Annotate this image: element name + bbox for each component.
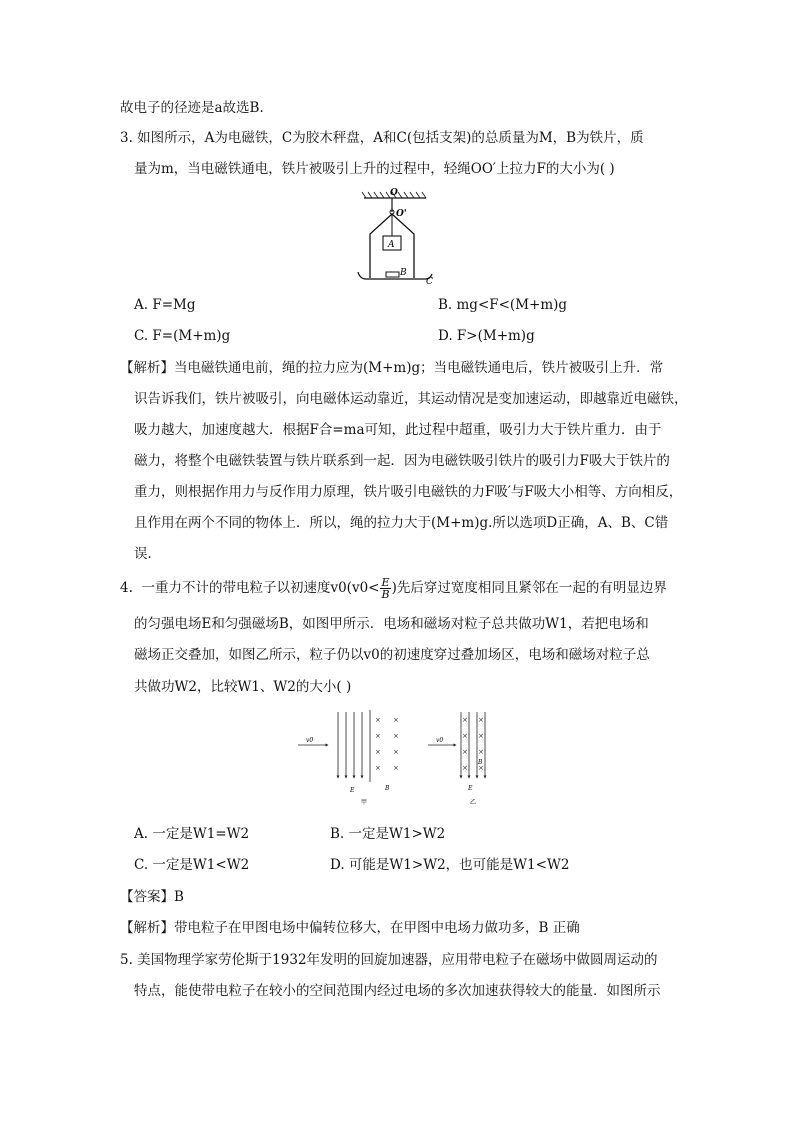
- q3-analysis-line-1: 【解析】当电磁铁通电前，绳的拉力应为(M+m)g；当电磁铁通电后，铁片被吸引上升．常: [120, 360, 664, 376]
- q4-answer: 【答案】B: [120, 889, 184, 905]
- q3-option-a: A. F=Mg: [134, 297, 196, 313]
- q4-option-b: B. 一定是W1>W2: [330, 826, 446, 842]
- svg-text:×: ×: [462, 764, 468, 772]
- svg-text:×: ×: [478, 716, 484, 724]
- fraction-numerator: E: [381, 576, 390, 589]
- svg-text:×: ×: [393, 732, 399, 740]
- fig-yi-e: E: [468, 785, 473, 792]
- fig-jia-v0: v0: [306, 737, 314, 744]
- q4-fields-figure: [296, 708, 506, 808]
- svg-text:×: ×: [375, 716, 381, 724]
- svg-text:×: ×: [478, 748, 484, 756]
- q3-option-b: B. mg<F<(M+m)g: [438, 297, 568, 313]
- q4-option-d: D. 可能是W1>W2，也可能是W1<W2: [330, 857, 570, 873]
- q4-stem-line-4: 共做功W2，比较W1、W2的大小( ): [134, 679, 352, 695]
- svg-text:×: ×: [462, 716, 468, 724]
- svg-text:×: ×: [393, 716, 399, 724]
- q4-option-a: A. 一定是W1=W2: [134, 826, 250, 842]
- q4-stem-line-1-end: )先后穿过宽度相同且紧邻在一起的有明显边界: [391, 580, 667, 596]
- scale-pan-c: [358, 272, 432, 279]
- svg-text:×: ×: [462, 748, 468, 756]
- q3-option-d: D. F>(M+m)g: [438, 328, 535, 344]
- label-o-prime: O': [396, 209, 407, 219]
- q3-analysis-line-6: 且作用在两个不同的物体上．所以，绳的拉力大于(M+m)g.所以选项D正确，A、B、C错: [134, 515, 669, 531]
- q3-analysis-line-4: 磁力，将整个电磁铁装置与铁片联系到一起．因为电磁铁吸引铁片的吸引力F吸大于铁片的: [134, 453, 670, 469]
- q3-option-c: C. F=(M+m)g: [134, 328, 231, 344]
- fraction-denominator: B: [381, 588, 390, 601]
- label-a: A: [388, 240, 395, 250]
- q3-stem-line-2: 量为m，当电磁铁通电，铁片被吸引上升的过程中，轻绳OO′上拉力F的大小为( ): [134, 161, 615, 177]
- e-over-b-fraction: [380, 577, 390, 600]
- fig-jia-e: E: [350, 787, 355, 794]
- q3-electromagnet-figure: [340, 186, 450, 288]
- svg-text:×: ×: [375, 732, 381, 740]
- q4-option-c: C. 一定是W1<W2: [134, 857, 250, 873]
- label-b: B: [400, 268, 407, 278]
- q3-analysis-line-5: 重力，则根据作用力与反作用力原理，铁片吸引电磁铁的力F吸′与F吸大小相等、方向相反，: [134, 484, 683, 500]
- svg-text:×: ×: [393, 764, 399, 772]
- q3-analysis-line-7: 误．: [134, 546, 161, 562]
- fig-yi-v0: v0: [436, 737, 444, 744]
- fig-jia-caption: 甲: [361, 799, 368, 806]
- svg-text:×: ×: [478, 732, 484, 740]
- q3-stem-line-1: 3. 如图所示，A为电磁铁，C为胶木秤盘，A和C(包括支架)的总质量为M，B为铁片，质: [120, 130, 644, 146]
- svg-text:×: ×: [375, 748, 381, 756]
- svg-text:×: ×: [393, 748, 399, 756]
- svg-text:×: ×: [375, 764, 381, 772]
- q3-analysis-line-3: 吸力越大，加速度越大．根据F合=ma可知，此过程中超重，吸引力大于铁片重力．由于: [134, 422, 662, 438]
- label-o: O: [390, 188, 398, 198]
- q5-stem-line-2: 特点，能使带电粒子在较小的空间范围内经过电场的多次加速获得较大的能量．如图所示: [134, 983, 661, 999]
- q4-analysis: 【解析】带电粒子在甲图电场中偏转位移大，在甲图中电场力做功多，B 正确: [120, 920, 580, 936]
- fig-yi-b: B: [478, 759, 483, 766]
- svg-text:×: ×: [478, 764, 484, 772]
- q5-stem-line-1: 5. 美国物理学家劳伦斯于1932年发明的回旋加速器，应用带电粒子在磁场中做圆周运动的: [120, 952, 658, 968]
- q4-stem-line-1: [120, 577, 667, 600]
- label-c: C: [426, 277, 433, 287]
- previous-conclusion: 故电子的径迹是a故选B.: [120, 100, 264, 116]
- q3-analysis-line-2: 识告诉我们，铁片被吸引，向电磁体运动靠近，其运动情况是变加速运动，即越靠近电磁铁，: [134, 391, 688, 407]
- fig-jia-b: B: [385, 785, 390, 792]
- q4-stem-line-2: 的匀强电场E和匀强磁场B，如图甲所示．电场和磁场对粒子总共做功W1，若把电场和: [134, 616, 649, 632]
- q4-stem-line-3: 磁场正交叠加，如图乙所示，粒子仍以v0的初速度穿过叠加场区，电场和磁场对粒子总: [134, 647, 650, 663]
- iron-piece-b: [386, 272, 399, 277]
- q4-stem-line-1-start: 4. 一重力不计的带电粒子以初速度v0(v0<: [120, 580, 380, 596]
- svg-text:×: ×: [462, 732, 468, 740]
- fig-yi-caption: 乙: [470, 799, 477, 806]
